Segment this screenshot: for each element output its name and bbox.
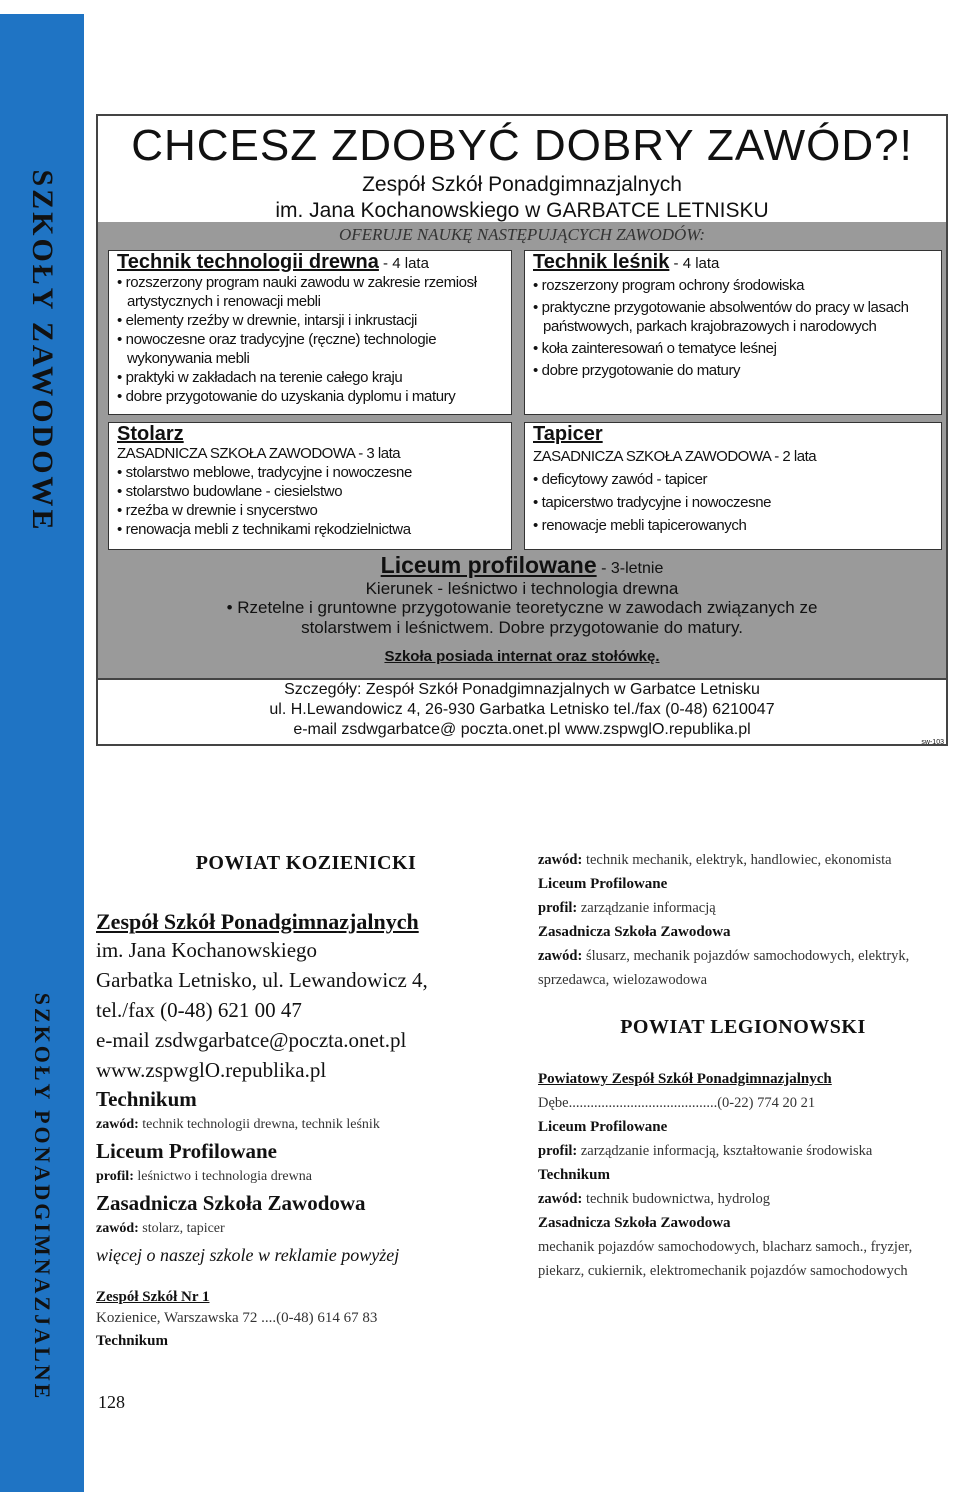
footer-line: e-mail zsdwgarbatce@ poczta.onet.pl www.zspwglO.republika.pl: [293, 721, 751, 738]
ad-school-line1: Zespół Szkół Ponadgimnazjalnych: [362, 173, 682, 196]
school-type: Liceum Profilowane: [538, 876, 668, 892]
school-type: Zasadnicza Szkoła Zawodowa: [96, 1191, 366, 1215]
ad-header: [98, 116, 946, 224]
list-item: • stolarstwo meblowe, tradycyjne i nowoczesne: [117, 463, 503, 482]
school-type: Liceum Profilowane: [96, 1139, 278, 1163]
box-subtitle: ZASADNICZA SZKOŁA ZAWODOWA - 2 lata: [533, 448, 817, 465]
list-item: • dobre przygotowanie do matury: [533, 361, 933, 380]
liceum-duration: - 3-letnie: [596, 560, 664, 577]
box-title: Technik leśnik: [533, 251, 670, 273]
liceum-title: Liceum profilowane: [380, 552, 597, 578]
list-item: • tapicerstwo tradycyjne i nowoczesne: [533, 493, 933, 512]
profession-box-wood-technician: [108, 250, 512, 415]
profession-box-upholsterer: [524, 422, 942, 550]
school-type-detail: zawód: stolarz, tapicer: [96, 1221, 225, 1236]
school-type-detail: profil: zarządzanie informacją, kształtowanie środowiska: [538, 1143, 873, 1159]
liceum-direction: Kierunek - leśnictwo i technologia drewna: [365, 579, 679, 598]
school-name: Powiatowy Zespół Szkół Ponadgimnazjalnych: [538, 1071, 832, 1087]
ad-school-line2: im. Jana Kochanowskiego w GARBATCE LETNISKU: [275, 199, 769, 222]
list-item: • rozszerzony program ochrony środowiska: [533, 276, 933, 295]
list-item: • renowacja mebli z technikami rękodzielnictwa: [117, 520, 503, 539]
school-type-detail: profil: zarządzanie informacją: [538, 900, 716, 916]
ad-contact-footer: [98, 680, 946, 740]
ad-offer-panel: [98, 222, 946, 680]
box-title: Technik technologii drewna: [117, 251, 379, 273]
school-type: Liceum Profilowane: [538, 1119, 668, 1135]
list-item: • praktyki w zakładach na terenie całego kraju: [117, 368, 503, 387]
offer-heading: OFERUJE NAUKĘ NASTĘPUJĄCYCH ZAWODÓW:: [338, 225, 706, 244]
list-item: • nowoczesne oraz tradycyjne (ręczne) technologie wykonywania mebli: [117, 330, 503, 368]
ad-title: CHCESZ ZDOBYĆ DOBRY ZAWÓD?!: [131, 121, 913, 170]
school-line: im. Jana Kochanowskiego: [96, 938, 318, 962]
school-name: Zespół Szkół Nr 1: [96, 1289, 210, 1305]
list-item: • elementy rzeźby w drewnie, intarsji i inkrustacji: [117, 311, 503, 330]
school-type: Zasadnicza Szkoła Zawodowa: [538, 1215, 731, 1231]
powiat-heading: POWIAT LEGIONOWSKI: [620, 1016, 866, 1038]
profession-box-forester: [524, 250, 942, 415]
school-website: www.zspwglO.republika.pl: [96, 1058, 327, 1082]
school-email: e-mail zsdwgarbatce@poczta.onet.pl: [96, 1028, 407, 1052]
right-column: [538, 848, 948, 1283]
advertisement: [96, 114, 948, 746]
footer-line: ul. H.Lewandowicz 4, 26-930 Garbatka Letnisko tel./fax (0-48) 6210047: [269, 701, 775, 718]
box-duration: - 4 lata: [669, 255, 720, 272]
school-type-detail: zawód: technik mechanik, elektryk, handlowiec, ekonomista: [538, 852, 892, 868]
powiat-heading: POWIAT KOZIENICKI: [195, 852, 417, 874]
sidebar-band: SZKOŁY ZAWODOWE SZKOŁY PONADGIMNAZJALNE: [0, 14, 84, 1492]
list-item: • deficytowy zawód - tapicer: [533, 470, 933, 489]
school-address: Garbatka Letnisko, ul. Lewandowicz 4,: [96, 968, 428, 992]
list-item: • praktyczne przygotowanie absolwentów do pracy w lasach państwowych, parkach krajobrazowych i narodowych: [533, 298, 933, 336]
more-info-note: więcej o naszej szkole w reklamie powyżej: [96, 1245, 400, 1265]
school-type-detail: zawód: technik technologii drewna, technik leśnik: [96, 1117, 380, 1132]
list-item: • rzeźba w drewnie i snycerstwo: [117, 501, 503, 520]
school-address: Dębe.........................................(0-22) 774 20 21: [538, 1095, 816, 1111]
box-duration: - 4 lata: [378, 255, 429, 272]
liceum-description: • Rzetelne i gruntowne przygotowanie teoretyczne w zawodach związanych ze stolarstwem i leśnictwem. Dobre przygotowanie do matury.: [226, 598, 818, 637]
box-title: Tapicer: [533, 423, 603, 445]
list-item: • koła zainteresowań o tematyce leśnej: [533, 339, 933, 358]
list-item: • renowacje mebli tapicerowanych: [533, 516, 933, 535]
ad-code: sw-103: [921, 739, 944, 746]
page-number: 128: [98, 1392, 125, 1412]
school-type-detail: profil: leśnictwo i technologia drewna: [96, 1169, 312, 1184]
list-item: • rozszerzony program nauki zawodu w zakresie rzemiosł artystycznych i renowacji mebli: [117, 273, 503, 311]
school-phone: tel./fax (0-48) 621 00 47: [96, 998, 302, 1022]
school-type-detail: zawód: technik budownictwa, hydrolog: [538, 1191, 770, 1207]
list-item: • stolarstwo budowlane - ciesielstwo: [117, 482, 503, 501]
school-address: Kozienice, Warszawska 72 ....(0-48) 614 67 83: [96, 1310, 378, 1326]
list-item: • dobre przygotowanie do uzyskania dyplomu i matury: [117, 387, 503, 406]
school-type: Technikum: [96, 1087, 197, 1111]
school-type: Technikum: [96, 1333, 168, 1349]
school-type: Zasadnicza Szkoła Zawodowa: [538, 924, 731, 940]
box-title: Stolarz: [117, 423, 184, 445]
liceum-section: [98, 552, 946, 665]
box-subtitle: ZASADNICZA SZKOŁA ZAWODOWA - 3 lata: [117, 445, 401, 462]
left-column: [96, 852, 516, 1352]
school-name: Zespół Szkół Ponadgimnazjalnych: [96, 909, 419, 934]
school-type-detail: mechanik pojazdów samochodowych, blacharz samoch., fryzjer, piekarz, cukiernik, elektromechanik pojazdów samochodowych: [538, 1239, 913, 1279]
school-type: Technikum: [538, 1167, 610, 1183]
school-type-detail: zawód: ślusarz, mechanik pojazdów samochodowych, elektryk, sprzedawca, wielozawodowa: [538, 948, 910, 988]
footer-line: Szczegóły: Zespół Szkół Ponadgimnazjalnych w Garbatce Letnisku: [284, 681, 760, 698]
internat-note: Szkoła posiada internat oraz stołówkę.: [384, 648, 660, 665]
profession-box-carpenter: [108, 422, 512, 550]
